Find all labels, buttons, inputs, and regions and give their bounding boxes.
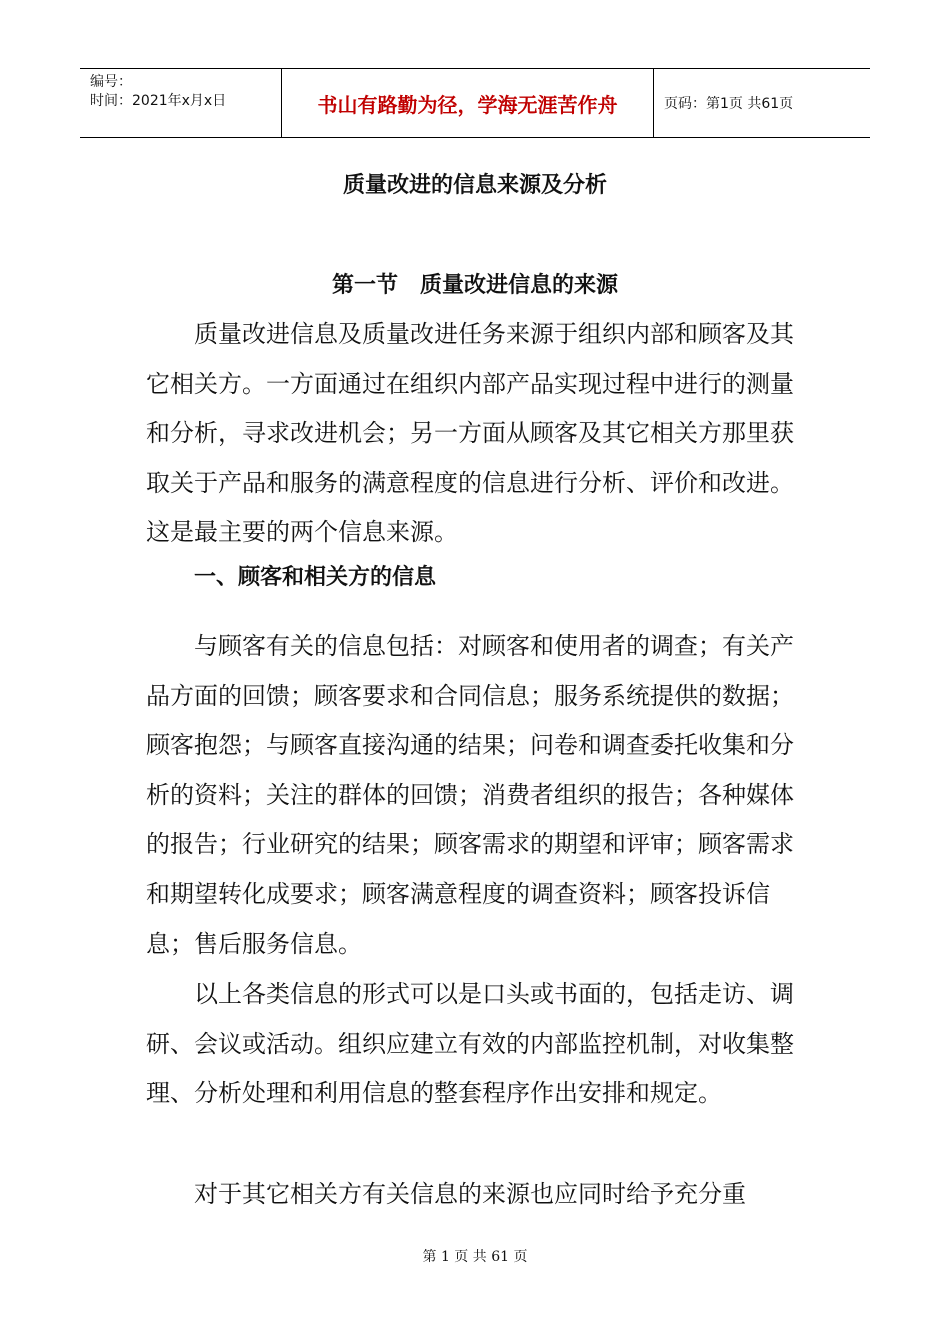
page-footer: 第 1 页 共 61 页 xyxy=(422,1249,528,1265)
header-motto: 书山有路勤为径，学海无涯苦作舟 xyxy=(282,69,654,137)
paragraph-3: 以上各类信息的形式可以是口头或书面的，包括走访、调研、会议或活动。组织应建立有效的内部监控机制，对收集整理、分析处理和利用信息的整套程序作出安排和规定。 xyxy=(146,980,794,1108)
header-page-info: 页码：第1页 共61页 xyxy=(664,96,794,112)
section-heading xyxy=(0,268,950,299)
section-title: 质量改进信息的来源 xyxy=(420,273,619,298)
paragraph-2: 与顾客有关的信息包括：对顾客和使用者的调查；有关产品方面的回馈；顾客要求和合同信息；服务系统提供的数据；顾客抱怨；与顾客直接沟通的结果；问卷和调查委托收集和分析的资料；关注的群体的回馈；消费者组织的报告；各种媒体的报告；行业研究的结果；顾客需求的期望和评审；顾客需求和期望转化成要求；顾客满意程度的调查资料；顾客投诉信息；售后服务信息。 xyxy=(146,632,794,958)
header-meta-cell xyxy=(80,69,282,137)
paragraph-1: 质量改进信息及质量改进任务来源于组织内部和顾客及其它相关方。一方面通过在组织内部产品实现过程中进行的测量和分析，寻求改进机会；另一方面从顾客及其它相关方那里获取关于产品和服务的满意程度的信息进行分析、评价和改进。这是最主要的两个信息来源。 xyxy=(146,320,794,547)
header-table xyxy=(80,68,870,138)
document-number-label: 编号： xyxy=(90,74,132,90)
paragraph-4: 对于其它相关方有关信息的来源也应同时给予充分重 xyxy=(194,1180,746,1208)
subheading-customer-info: 一、顾客和相关方的信息 xyxy=(194,565,437,590)
section-number: 第一节 xyxy=(331,273,398,298)
document-time-label: 时间：2021年x月x日 xyxy=(90,93,227,109)
document-title: 质量改进的信息来源及分析 xyxy=(342,173,607,198)
